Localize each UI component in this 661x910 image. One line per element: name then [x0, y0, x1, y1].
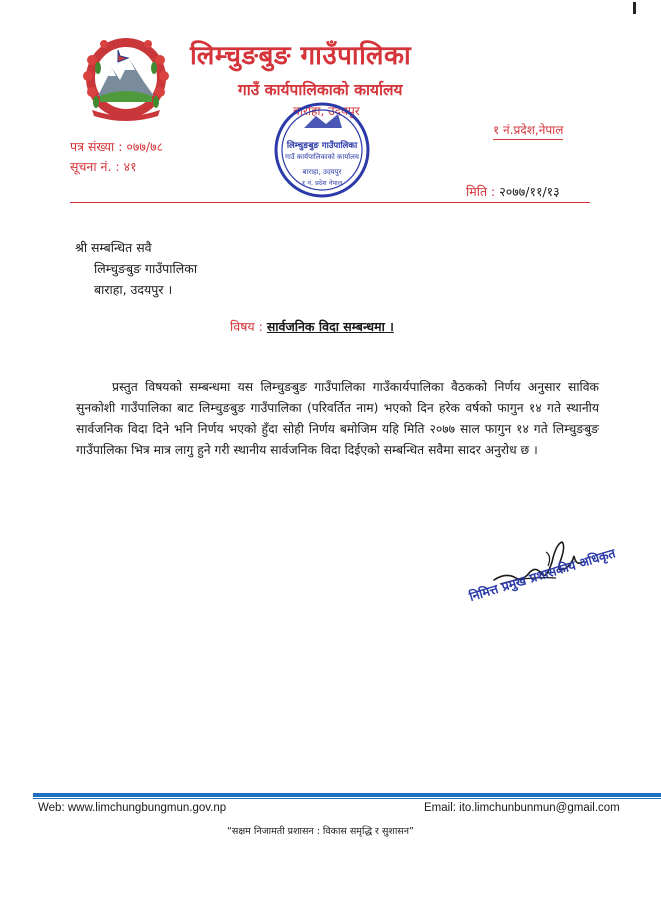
- notice-number-value: ४१: [123, 159, 137, 174]
- reference-number-value: ०७७/७८: [126, 139, 164, 154]
- scan-mark: [633, 2, 636, 14]
- province: १ नं.प्रदेश,नेपाल: [493, 121, 563, 140]
- seal-text-2: गाउँ कार्यपालिकाको कार्यालय: [285, 153, 359, 161]
- subject-text: सार्वजनिक विदा सम्बन्धमा ।: [266, 319, 394, 334]
- notice-number-label: सूचना नं. :: [70, 159, 120, 174]
- recipient-line-2: लिम्चुङबुङ गाउँपालिका: [94, 261, 198, 276]
- letter-date: [466, 183, 560, 200]
- footer-website: Web: www.limchungbungmun.gov.np: [38, 802, 227, 814]
- reference-number-label: पत्र संख्या :: [70, 139, 123, 154]
- subject-label: विषय :: [230, 319, 263, 334]
- seal-text-3: बाराहा, उदयपुर: [302, 168, 342, 176]
- footer-divider-thin: [33, 798, 661, 799]
- recipient-line-1: श्री सम्बन्धित सवै: [75, 240, 152, 255]
- seal-text-4: १ नं. प्रदेश नेपाल: [301, 179, 343, 187]
- seal-text-1: लिम्चुङबुङ गाउँपालिका: [286, 141, 358, 151]
- office-seal-stamp: [268, 98, 376, 202]
- header-divider: [70, 202, 590, 203]
- recipient-line-3: बाराहा, उदयपुर ।: [94, 282, 173, 297]
- footer-email: Email: ito.limchunbunmun@gmail.com: [424, 802, 620, 814]
- subject-line: [230, 318, 394, 335]
- nepal-emblem-icon: [78, 30, 174, 122]
- footer-divider: [33, 793, 661, 797]
- footer-motto: “सक्षम निजामती प्रशासन : विकास समृद्धि र सुशासन”: [227, 826, 414, 837]
- org-name: लिम्चुङबुङ गाउँपालिका: [190, 41, 412, 71]
- date-value: २०७७/११/१३: [499, 184, 560, 199]
- reference-number: [70, 138, 163, 155]
- notice-number: [70, 158, 137, 175]
- signatory-title: निमित्त प्रमुख प्रशासकीय अधिकृत: [467, 545, 618, 605]
- letter-body: प्रस्तुत विषयको सम्बन्धमा यस लिम्चुङबुङ गाउँपालिका गाउँकार्यपालिका वैठकको निर्णय अनुसार साविक सुनकोशी गाउँपालिका बाट लिम्चुङबुङ गाउँपालिका (परिवर्तित नाम) भएको दिन हरेक वर्षको फागुन १४ गते स्थानीय सार्वजनिक विदा दिने भनि निर्णय भएको हुँदा सोही निर्णय बमोजिम यहि मिति २०७७ साल फागुन १४ गते लिम्चुङबुङ गाउँपालिका भित्र मात्र लागु हुने गरी स्थानीय सार्वजनिक विदा दिईएको सम्बन्धित सवैमा सादर अनुरोध छ ।: [76, 380, 599, 457]
- date-label: मिति :: [466, 184, 496, 199]
- office-address: बाराहा, उदयपुर: [293, 104, 360, 118]
- office-name: गाउँ कार्यपालिकाको कार्यालय: [238, 81, 403, 99]
